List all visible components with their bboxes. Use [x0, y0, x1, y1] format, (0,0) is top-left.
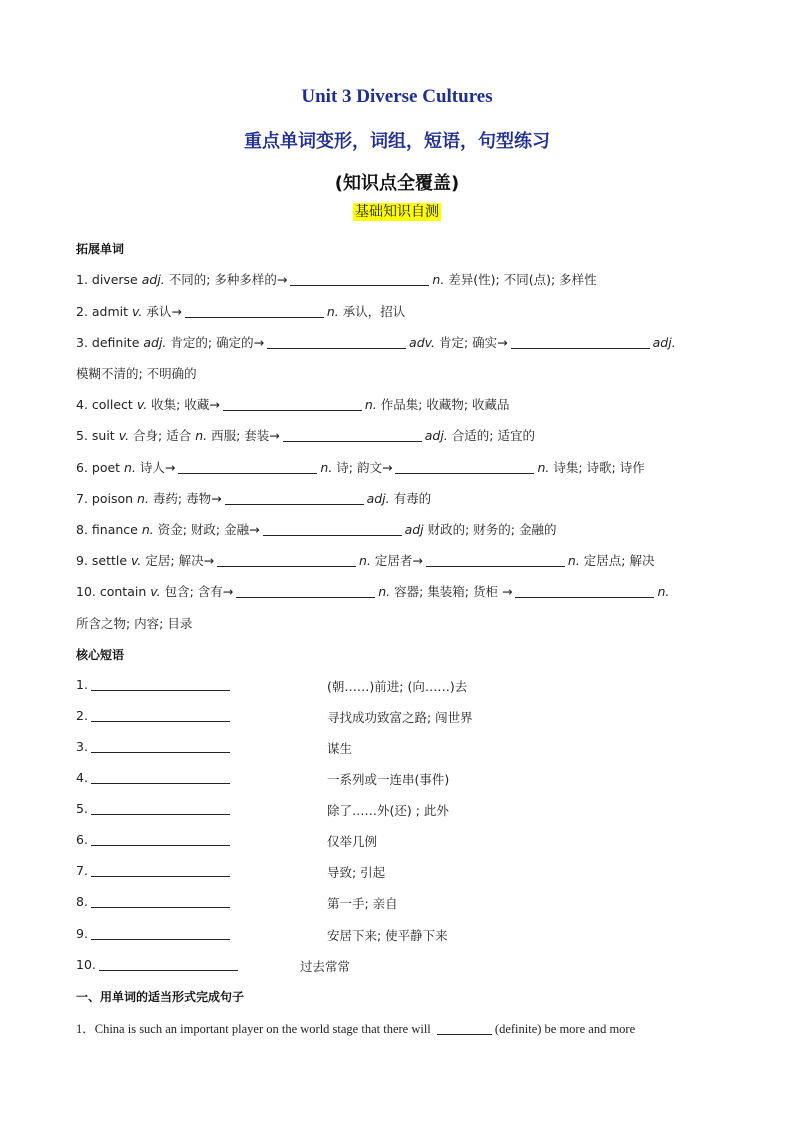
answer-blank[interactable]	[511, 335, 650, 349]
answer-blank[interactable]	[515, 584, 654, 598]
phrase-meaning: 第一手; 亲自	[327, 896, 398, 911]
vocab-item-continued: 模糊不清的; 不明确的	[76, 366, 197, 381]
answer-blank[interactable]	[91, 926, 230, 940]
phrase-item: 7.	[76, 863, 233, 878]
section-heading-vocab: 拓展单词	[76, 242, 125, 256]
answer-blank[interactable]	[99, 957, 238, 971]
vocab-item: 8. finance n. 资金; 财政; 金融→ adj 财政的; 财务的; 金融的	[76, 522, 557, 537]
answer-blank[interactable]	[263, 522, 402, 536]
phrase-meaning: 仅举几例	[327, 834, 378, 849]
answer-blank[interactable]	[395, 460, 534, 474]
answer-blank[interactable]	[225, 491, 364, 505]
answer-blank[interactable]	[91, 708, 230, 722]
vocab-item: 5. suit v. 合身; 适合 n. 西服; 套装→ adj. 合适的; 适宜的	[76, 428, 535, 443]
phrase-item: 9.	[76, 926, 233, 941]
answer-blank[interactable]	[91, 677, 230, 691]
answer-blank[interactable]	[178, 460, 317, 474]
answer-blank[interactable]	[91, 894, 230, 908]
answer-blank[interactable]	[236, 584, 375, 598]
vocab-item-continued: 所含之物; 内容; 目录	[76, 616, 193, 631]
vocab-item: 1. diverse adj. 不同的; 多种多样的→ n. 差异(性); 不同(点); 多样性	[76, 272, 597, 287]
phrase-item: 2.	[76, 708, 233, 723]
phrase-item: 4.	[76, 770, 233, 785]
section-heading-sentences: 一、用单词的适当形式完成句子	[76, 990, 245, 1004]
vocab-item: 4. collect v. 收集; 收藏→ n. 作品集; 收藏物; 收藏品	[76, 397, 510, 412]
answer-blank[interactable]	[223, 397, 362, 411]
phrase-item: 10.	[76, 957, 241, 972]
answer-blank[interactable]	[437, 1021, 492, 1035]
phrase-meaning: 一系列或一连串(事件)	[327, 772, 450, 787]
phrase-meaning: 安居下来; 使平静下来	[327, 928, 448, 943]
answer-blank[interactable]	[185, 304, 324, 318]
sentence-item: 1．China is such an important player on the world stage that there will (definite) be more and more	[76, 1022, 636, 1036]
vocab-item: 9. settle v. 定居; 解决→ n. 定居者→ n. 定居点; 解决	[76, 553, 655, 568]
answer-blank[interactable]	[290, 272, 429, 286]
answer-blank[interactable]	[91, 832, 230, 846]
coverage-note: (知识点全覆盖)	[334, 173, 460, 194]
answer-blank[interactable]	[91, 739, 230, 753]
self-test-badge: 基础知识自测	[355, 204, 439, 220]
phrase-meaning: 除了……外(还) ; 此外	[327, 803, 449, 818]
phrase-item: 5.	[76, 801, 233, 816]
answer-blank[interactable]	[91, 770, 230, 784]
phrase-meaning: 导致; 引起	[327, 865, 386, 880]
unit-title: Unit 3 Diverse Cultures	[301, 86, 493, 107]
phrase-item: 1.	[76, 677, 233, 692]
answer-blank[interactable]	[91, 801, 230, 815]
vocab-item: 6. poet n. 诗人→ n. 诗; 韵文→ n. 诗集; 诗歌; 诗作	[76, 460, 645, 475]
vocab-item: 7. poison n. 毒药; 毒物→ adj. 有毒的	[76, 491, 432, 506]
section-heading-phrases: 核心短语	[76, 648, 125, 662]
phrase-item: 6.	[76, 832, 233, 847]
worksheet-subtitle: 重点单词变形，词组，短语，句型练习	[244, 131, 550, 152]
vocab-item: 2. admit v. 承认→ n. 承认，招认	[76, 304, 406, 319]
phrase-meaning: 过去常常	[300, 959, 351, 974]
answer-blank[interactable]	[426, 553, 565, 567]
badge-wrap	[0, 201, 794, 221]
answer-blank[interactable]	[217, 553, 356, 567]
answer-blank[interactable]	[283, 428, 422, 442]
phrase-item: 3.	[76, 739, 233, 754]
answer-blank[interactable]	[267, 335, 406, 349]
answer-blank[interactable]	[91, 863, 230, 877]
vocab-item: 3. definite adj. 肯定的; 确定的→ adv. 肯定; 确实→ adj.	[76, 335, 676, 350]
vocab-item: 10. contain v. 包含; 含有→ n. 容器; 集装箱; 货柜 → n.	[76, 584, 670, 599]
phrase-item: 8.	[76, 894, 233, 909]
phrase-meaning: (朝……)前进; (向……)去	[327, 679, 468, 694]
phrase-meaning: 寻找成功致富之路; 闯世界	[327, 710, 473, 725]
phrase-meaning: 谋生	[327, 741, 353, 756]
